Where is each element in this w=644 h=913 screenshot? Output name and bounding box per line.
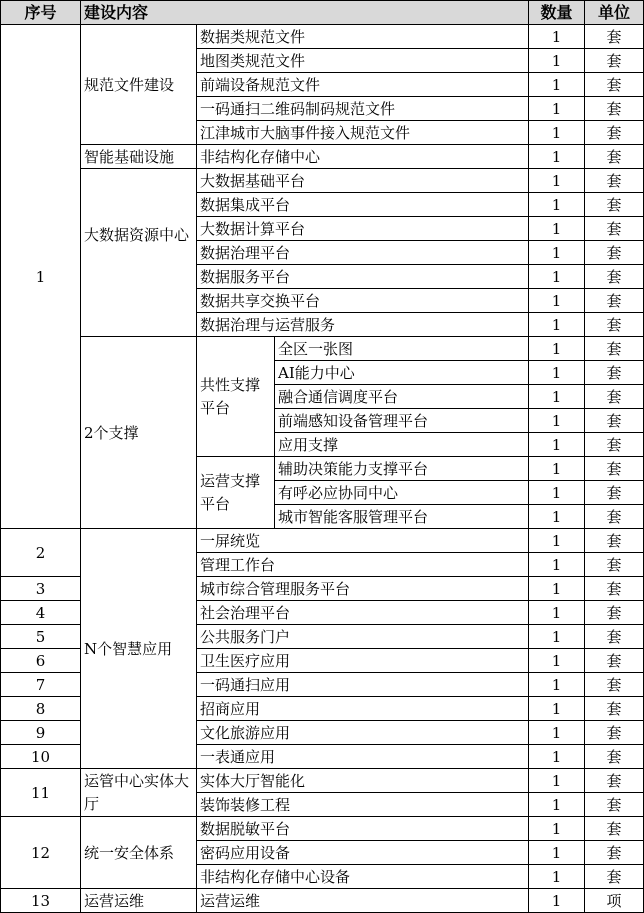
qty-cell: 1 [529,121,585,145]
unit-cell: 套 [585,865,644,889]
header-row [1,1,644,25]
unit-cell: 套 [585,529,644,553]
item-cell: 数据共享交换平台 [197,289,529,313]
qty-cell: 1 [529,817,585,841]
seq-cell: 6 [1,649,81,673]
unit-cell: 套 [585,265,644,289]
unit-cell: 套 [585,793,644,817]
qty-cell: 1 [529,73,585,97]
item-cell: 融合通信调度平台 [275,385,529,409]
table-row [1,889,644,913]
qty-cell: 1 [529,625,585,649]
unit-cell: 套 [585,817,644,841]
group-label: 运管中心实体大厅 [81,769,197,817]
seq-cell: 3 [1,577,81,601]
item-cell: 前端设备规范文件 [197,73,529,97]
table-row [1,769,644,793]
item-cell: 数据集成平台 [197,193,529,217]
qty-cell: 1 [529,481,585,505]
header-qty: 数量 [529,1,585,25]
group-label: 统一安全体系 [81,817,197,889]
item-cell: 应用支撑 [275,433,529,457]
seq-cell: 5 [1,625,81,649]
unit-cell: 套 [585,673,644,697]
item-cell: 江津城市大脑事件接入规范文件 [197,121,529,145]
item-cell: 一码通扫二维码制码规范文件 [197,97,529,121]
group-label: 运营运维 [81,889,197,913]
item-cell: 文化旅游应用 [197,721,529,745]
qty-cell: 1 [529,793,585,817]
item-cell: 全区一张图 [275,337,529,361]
item-cell: 数据治理平台 [197,241,529,265]
item-cell: 城市综合管理服务平台 [197,577,529,601]
qty-cell: 1 [529,649,585,673]
item-cell: 城市智能客服管理平台 [275,505,529,529]
item-cell: 非结构化存储中心 [197,145,529,169]
unit-cell: 套 [585,457,644,481]
seq-cell: 10 [1,745,81,769]
subgroup-label: 运营支撑平台 [197,457,275,529]
item-cell: 一屏统览 [197,529,529,553]
qty-cell: 1 [529,217,585,241]
item-cell: 数据治理与运营服务 [197,313,529,337]
unit-cell: 套 [585,409,644,433]
unit-cell: 套 [585,193,644,217]
group-label: N个智慧应用 [81,529,197,769]
unit-cell: 套 [585,697,644,721]
qty-cell: 1 [529,433,585,457]
qty-cell: 1 [529,313,585,337]
qty-cell: 1 [529,385,585,409]
unit-cell: 套 [585,73,644,97]
item-cell: 非结构化存储中心设备 [197,865,529,889]
qty-cell: 1 [529,865,585,889]
group-label: 2个支撑 [81,337,197,529]
seq-cell: 9 [1,721,81,745]
unit-cell: 套 [585,289,644,313]
qty-cell: 1 [529,193,585,217]
unit-cell: 套 [585,313,644,337]
item-cell: 密码应用设备 [197,841,529,865]
item-cell: 实体大厅智能化 [197,769,529,793]
item-cell: 管理工作台 [197,553,529,577]
item-cell: 数据类规范文件 [197,25,529,49]
table-row [1,25,644,49]
unit-cell: 套 [585,97,644,121]
qty-cell: 1 [529,289,585,313]
item-cell: AI能力中心 [275,361,529,385]
qty-cell: 1 [529,505,585,529]
unit-cell: 套 [585,553,644,577]
qty-cell: 1 [529,529,585,553]
group-label: 智能基础设施 [81,145,197,169]
header-seq: 序号 [1,1,81,25]
item-cell: 辅助决策能力支撑平台 [275,457,529,481]
unit-cell: 套 [585,361,644,385]
qty-cell: 1 [529,889,585,913]
item-cell: 卫生医疗应用 [197,649,529,673]
item-cell: 大数据基础平台 [197,169,529,193]
seq-cell: 8 [1,697,81,721]
unit-cell: 套 [585,217,644,241]
item-cell: 数据脱敏平台 [197,817,529,841]
unit-cell: 套 [585,841,644,865]
item-cell: 地图类规范文件 [197,49,529,73]
unit-cell: 套 [585,481,644,505]
qty-cell: 1 [529,361,585,385]
unit-cell: 套 [585,25,644,49]
unit-cell: 套 [585,649,644,673]
unit-cell: 套 [585,505,644,529]
item-cell: 公共服务门户 [197,625,529,649]
seq-cell: 12 [1,817,81,889]
subgroup-label: 共性支撑平台 [197,337,275,457]
seq-cell: 7 [1,673,81,697]
table-row [1,145,644,169]
qty-cell: 1 [529,25,585,49]
table-row [1,817,644,841]
item-cell: 大数据计算平台 [197,217,529,241]
unit-cell: 套 [585,577,644,601]
qty-cell: 1 [529,337,585,361]
header-content: 建设内容 [81,1,529,25]
qty-cell: 1 [529,673,585,697]
qty-cell: 1 [529,169,585,193]
qty-cell: 1 [529,97,585,121]
unit-cell: 套 [585,121,644,145]
qty-cell: 1 [529,553,585,577]
unit-cell: 套 [585,145,644,169]
seq-cell: 2 [1,529,81,577]
seq-cell: 1 [1,25,81,529]
table-row [1,337,644,361]
unit-cell: 项 [585,889,644,913]
unit-cell: 套 [585,721,644,745]
unit-cell: 套 [585,337,644,361]
unit-cell: 套 [585,769,644,793]
qty-cell: 1 [529,241,585,265]
seq-cell: 4 [1,601,81,625]
qty-cell: 1 [529,841,585,865]
qty-cell: 1 [529,145,585,169]
unit-cell: 套 [585,745,644,769]
unit-cell: 套 [585,241,644,265]
qty-cell: 1 [529,265,585,289]
unit-cell: 套 [585,385,644,409]
unit-cell: 套 [585,169,644,193]
qty-cell: 1 [529,721,585,745]
unit-cell: 套 [585,625,644,649]
qty-cell: 1 [529,769,585,793]
item-cell: 数据服务平台 [197,265,529,289]
unit-cell: 套 [585,433,644,457]
qty-cell: 1 [529,745,585,769]
item-cell: 一码通扫应用 [197,673,529,697]
table-row [1,529,644,553]
item-cell: 运营运维 [197,889,529,913]
unit-cell: 套 [585,49,644,73]
qty-cell: 1 [529,49,585,73]
qty-cell: 1 [529,577,585,601]
header-unit: 单位 [585,1,644,25]
qty-cell: 1 [529,409,585,433]
item-cell: 装饰装修工程 [197,793,529,817]
qty-cell: 1 [529,457,585,481]
item-cell: 前端感知设备管理平台 [275,409,529,433]
qty-cell: 1 [529,601,585,625]
item-cell: 招商应用 [197,697,529,721]
unit-cell: 套 [585,601,644,625]
item-cell: 一表通应用 [197,745,529,769]
group-label: 大数据资源中心 [81,169,197,337]
qty-cell: 1 [529,697,585,721]
item-cell: 社会治理平台 [197,601,529,625]
seq-cell: 11 [1,769,81,817]
table-row [1,169,644,193]
group-label: 规范文件建设 [81,25,197,145]
seq-cell: 13 [1,889,81,913]
item-cell: 有呼必应协同中心 [275,481,529,505]
